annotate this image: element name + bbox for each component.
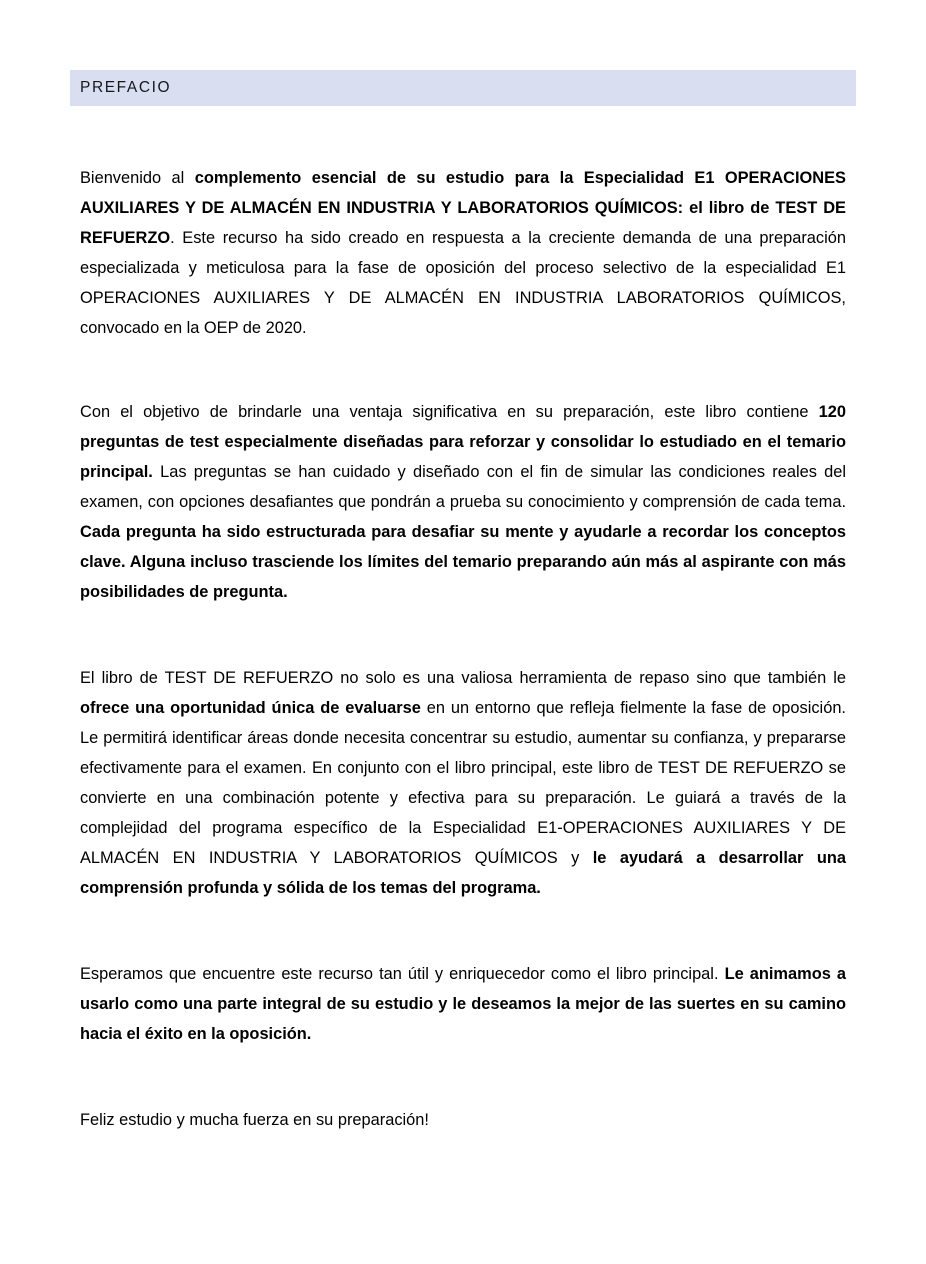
- paragraph-3: [80, 663, 846, 903]
- paragraph-4-run-bold-1: Le animamos a usarlo como una parte integral de su estudio y le deseamos la mejor de las suertes en su camino hacia el éxito en la oposición.: [80, 965, 846, 1043]
- paragraph-2-run-bold-2: Cada pregunta ha sido estructurada para desafiar su mente y ayudarle a recordar los conceptos clave. Alguna incluso trasciende los límites del temario preparando aún más al aspirante con más posibilidades de pregunta.: [80, 523, 846, 601]
- paragraph-2-run-regular-2: Las preguntas se han cuidado y diseñado con el fin de simular las condiciones reales del examen, con opciones desafiantes que pondrán a prueba su conocimiento y comprensión de cada tema.: [80, 463, 846, 511]
- paragraph-spacer-3: [80, 903, 846, 959]
- paragraph-3-run-regular-2: en un entorno que refleja fielmente la fase de oposición. Le permitirá identificar áreas donde necesita concentrar su estudio, aumentar su confianza, y prepararse efectivamente para el examen. En conjunto con el libro principal, este libro de TEST DE REFUERZO se convierte en una combinación potente y efectiva para su preparación. Le guiará a través de la complejidad del programa específico de la Especialidad E1-OPERACIONES AUXILIARES Y DE ALMACÉN EN INDUSTRIA Y LABORATORIOS QUÍMICOS y: [80, 699, 846, 867]
- paragraph-spacer-1: [80, 343, 846, 397]
- paragraph-5: [80, 1105, 846, 1135]
- paragraph-2-run-regular-1: Con el objetivo de brindarle una ventaja significativa en su preparación, este libro contiene: [80, 403, 819, 421]
- paragraph-4: [80, 959, 846, 1049]
- paragraph-3-run-regular-1: El libro de TEST DE REFUERZO no solo es una valiosa herramienta de repaso sino que también le: [80, 669, 846, 687]
- paragraph-4-run-regular-1: Esperamos que encuentre este recurso tan útil y enriquecedor como el libro principal.: [80, 965, 725, 983]
- paragraph-3-run-bold-2: le ayudará a desarrollar una comprensión profunda y sólida de los temas del programa.: [80, 849, 846, 897]
- document-body: [80, 163, 846, 1135]
- paragraph-1-run-regular-1: Bienvenido al: [80, 169, 195, 187]
- paragraph-1-run-bold-1: complemento esencial de su estudio para la Especialidad E1 OPERACIONES AUXILIARES Y DE ALMACÉN EN INDUSTRIA Y LABORATORIOS QUÍMICOS: el libro de TEST DE REFUERZO: [80, 169, 846, 247]
- paragraph-5-run-regular-1: Feliz estudio y mucha fuerza en su preparación!: [80, 1111, 429, 1129]
- paragraph-1: [80, 163, 846, 343]
- paragraph-spacer-4: [80, 1049, 846, 1105]
- page-title: PREFACIO: [80, 79, 172, 97]
- paragraph-2: [80, 397, 846, 607]
- paragraph-3-run-bold-1: ofrece una oportunidad única de evaluarse: [80, 699, 421, 717]
- paragraph-2-run-bold-1: 120 preguntas de test especialmente diseñadas para reforzar y consolidar lo estudiado en el temario principal.: [80, 403, 846, 481]
- paragraph-1-run-regular-2: . Este recurso ha sido creado en respuesta a la creciente demanda de una preparación especializada y meticulosa para la fase de oposición del proceso selectivo de la especialidad E1 OPERACIONES AUXILIARES Y DE ALMACÉN EN INDUSTRIA LABORATORIOS QUÍMICOS, convocado en la OEP de 2020.: [80, 229, 846, 337]
- paragraph-spacer-2: [80, 607, 846, 663]
- section-heading-band: [70, 70, 856, 106]
